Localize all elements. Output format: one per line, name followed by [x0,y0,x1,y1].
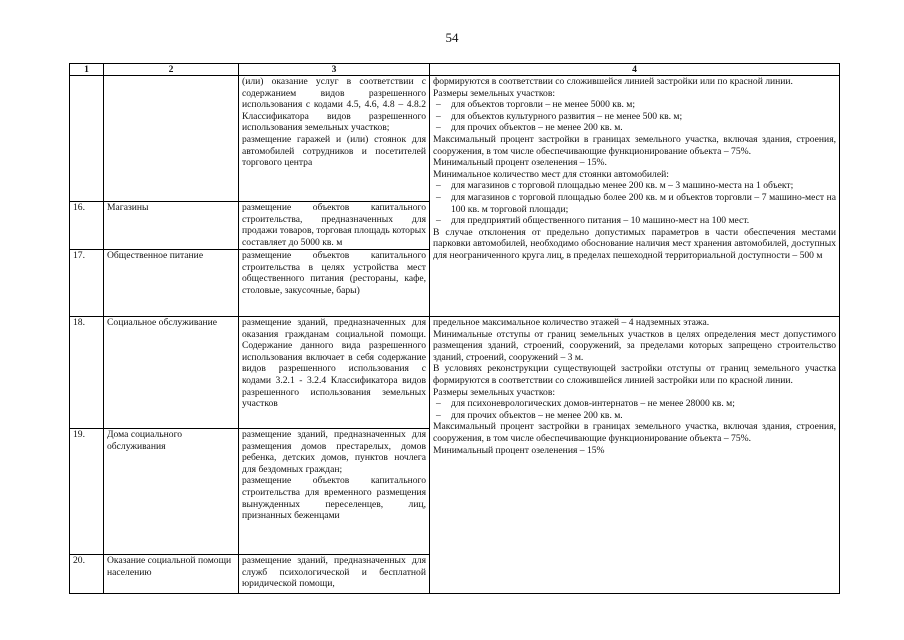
row-name: Магазины [104,202,239,250]
regulations-table [69,63,840,594]
parameter-text: Максимальный процент застройки в границах земельного участка, включая здания, строения, сооружения, в том числе обеспечивающие функционирование объекта – 75%. [433,421,836,444]
row-number [70,76,104,202]
parameter-list-item [433,192,836,215]
parameter-text: Размеры земельных участков: [433,386,556,398]
row-number: 17. [70,250,104,317]
row-description [239,250,430,317]
parameter-text: для магазинов с торговой площадью менее 200 кв. м – 3 машино-места на 1 объект; [451,180,794,192]
dash-bullet: – [436,191,441,203]
table-row [70,76,840,202]
parameters-list [433,76,836,262]
parameter-text: Максимальный процент застройки в границах земельного участка, включая здания, строения, сооружения, в том числе обеспечивающие функционирование объекта – 75%. [433,133,836,157]
row-description [239,76,430,202]
parameter-list-item [433,111,836,123]
parameter-text: для объектов торговли – не менее 5000 кв. м; [451,99,636,111]
parameter-text: В условиях реконструкции существующей застройки отступы от границ земельного участка формируются в соответствии со сложившейся линией застройки или по красной линии. [433,363,836,386]
description-paragraph: (или) оказание услуг в соответствии с содержанием видов разрешенного использования с кодами 4.5, 4.6, 4.8 – 4.8.2 Классификатора видов разрешенного использования земельных участков; [242,76,426,134]
parameter-text: для магазинов с торговой площадью более 200 кв. м и объектов торговли – 7 машино-мест на 100 кв. м торговой площади; [451,191,836,215]
row-number: 19. [70,429,104,555]
parameter-text: Минимальный процент озеленения – 15% [433,444,605,456]
parameter-paragraph [433,387,836,399]
row-description [239,202,430,250]
row-name [104,76,239,202]
header-col-1: 1 [70,64,104,76]
description-paragraph: размещение объектов капитального строительства в целях устройства мест общественного питания (рестораны, кафе, столовые, закусочные, бары) [242,250,426,296]
parameter-paragraph [433,317,836,329]
header-col-4: 4 [430,64,840,76]
page-number: 54 [445,30,459,45]
parameter-paragraph [433,134,836,157]
parameter-paragraph [433,76,836,88]
row-description [239,429,430,555]
description-paragraph: размещение зданий, предназначенных для служб психологической и бесплатной юридической помощи, [242,555,426,590]
dash-bullet: – [436,99,441,111]
parameters-cell-group-2 [430,317,840,594]
row-description [239,317,430,429]
parameter-list-item [433,99,836,111]
row-name: Социальное обслуживание [104,317,239,429]
dash-bullet: – [436,409,441,421]
parameter-text: для предприятий общественного питания – 10 машино-мест на 100 мест. [451,215,750,227]
parameter-paragraph [433,227,836,262]
row-number: 16. [70,202,104,250]
row-name: Дома социального обслуживания [104,429,239,555]
parameter-text: Размеры земельных участков: [433,87,556,99]
header-col-2: 2 [104,64,239,76]
row-description [239,555,430,594]
row-name: Оказание социальной помощи населению [104,555,239,594]
description-paragraph: размещение объектов капитального строительства, предназначенных для продажи товаров, торговая площадь которых составляет до 5000 кв. м [242,202,426,248]
parameter-text: предельное максимальное количество этажей – 4 надземных этажа. [433,317,710,328]
parameter-paragraph [433,421,836,444]
row-name: Общественное питание [104,250,239,317]
parameter-list-item [433,398,836,410]
dash-bullet: – [436,122,441,134]
parameter-list-item [433,122,836,134]
table-row [70,317,840,429]
description-paragraph: размещение объектов капитального строительства для временного размещения вынужденных переселенцев, лиц, признанных беженцами [242,475,426,522]
parameter-list-item [433,180,836,192]
dash-bullet: – [436,110,441,122]
parameter-text: для психоневрологических домов-интернатов – не менее 28000 кв. м; [451,398,735,410]
parameter-paragraph [433,169,836,181]
parameter-text: для прочих объектов – не менее 200 кв. м. [451,409,623,421]
header-col-3: 3 [239,64,430,76]
parameters-list [433,317,836,456]
parameter-list-item [433,410,836,422]
parameter-paragraph [433,363,836,386]
parameter-text: для объектов культурного развития – не менее 500 кв. м; [451,110,683,122]
parameter-text: Минимальный процент озеленения – 15%. [433,157,607,169]
parameter-text: В случае отклонения от предельно допустимых параметров в части обеспечения местами парковки автомобилей, необходимо обоснование наличия мест хранения автомобилей, доступных для неограниченного круга лиц, в пределах пешеходной территориальной доступности – 500 м [433,226,836,261]
description-paragraph: размещение зданий, предназначенных для размещения домов престарелых, домов ребенка, детских домов, пунктов ночлега для бездомных граждан; [242,429,426,475]
description-paragraph: размещение зданий, предназначенных для оказания гражданам социальной помощи. Содержание данного вида разрешенного использования включает в себя содержание видов разрешенного использования с кодами 3.2.1 - 3.2.4 Классификатора видов разрешенного использования земельных участков [242,317,426,410]
row-number: 20. [70,555,104,594]
parameter-list-item [433,215,836,227]
row-number: 18. [70,317,104,429]
parameter-paragraph [433,445,836,457]
parameters-cell-group-1 [430,76,840,317]
parameter-text: формируются в соответствии со сложившейся линией застройки или по красной линии. [433,76,793,87]
parameter-paragraph [433,329,836,364]
parameter-text: Минимальное количество мест для стоянки автомобилей: [433,168,669,180]
dash-bullet: – [436,180,441,192]
dash-bullet: – [436,398,441,410]
table-header-row [70,64,840,76]
parameter-paragraph [433,88,836,100]
parameter-text: Минимальные отступы от границ земельных участков в целях определения мест допустимого размещения зданий, строений, сооружений, за пределами которых запрещено строительство зданий, строений, сооружений – 3 м. [433,328,836,363]
dash-bullet: – [436,215,441,227]
parameter-text: для прочих объектов – не менее 200 кв. м. [451,122,623,134]
parameter-paragraph [433,157,836,169]
description-paragraph: размещение гаражей и (или) стоянок для автомобилей сотрудников и посетителей торгового центра [242,133,426,169]
